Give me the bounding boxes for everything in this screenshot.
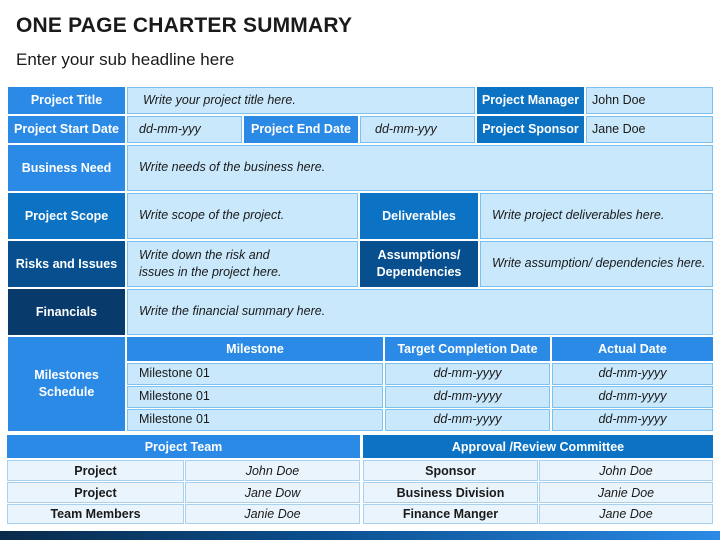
milestone-column-header: Milestone <box>127 337 383 361</box>
milestones-schedule-label <box>8 337 125 431</box>
milestone-row-1-name[interactable]: Milestone 01 <box>127 363 383 385</box>
milestone-row-1-target[interactable]: dd-mm-yyyy <box>385 363 550 385</box>
project-sponsor-value[interactable]: Jane Doe <box>586 116 713 143</box>
risks-issues-label: Risks and Issues <box>8 241 125 287</box>
start-date-value[interactable]: dd-mm-yyy <box>127 116 242 143</box>
committee-row-2-role: Business Division <box>363 482 538 503</box>
deliverables-label: Deliverables <box>360 193 478 239</box>
end-date-value[interactable]: dd-mm-yyy <box>360 116 475 143</box>
project-team-header: Project Team <box>7 435 360 458</box>
milestone-row-2-actual[interactable]: dd-mm-yyyy <box>552 386 713 408</box>
committee-header: Approval /Review Committee <box>363 435 713 458</box>
page-subtitle: Enter your sub headline here <box>16 50 235 69</box>
start-date-label: Project Start Date <box>8 116 125 143</box>
team-row-3-role: Team Members <box>7 504 184 524</box>
milestones-label-line-2: Schedule <box>38 385 95 399</box>
financials-label: Financials <box>8 289 125 335</box>
team-row-3-name[interactable]: Janie Doe <box>185 504 360 524</box>
target-date-column-header: Target Completion Date <box>385 337 550 361</box>
project-manager-value[interactable]: John Doe <box>586 87 713 114</box>
assumptions-value[interactable]: Write assumption/ dependencies here. <box>480 241 713 287</box>
milestone-row-3-target[interactable]: dd-mm-yyyy <box>385 409 550 431</box>
committee-row-2-name[interactable]: Janie Doe <box>539 482 713 503</box>
committee-row-3-name[interactable]: Jane Doe <box>539 504 713 524</box>
team-row-1-role: Project <box>7 460 184 481</box>
milestones-label-line-1: Milestones <box>34 368 99 383</box>
project-scope-value[interactable]: Write scope of the project. <box>127 193 358 239</box>
committee-row-3-role: Finance Manger <box>363 504 538 524</box>
business-need-label: Business Need <box>8 145 125 191</box>
team-row-1-name[interactable]: John Doe <box>185 460 360 481</box>
project-title-label: Project Title <box>8 87 125 114</box>
risks-issues-line-2: issues in the project here. <box>139 265 282 279</box>
assumptions-label-line-1: Assumptions/ <box>377 248 461 263</box>
footer-gradient-bar <box>0 531 720 540</box>
end-date-label: Project End Date <box>244 116 358 143</box>
committee-row-1-name[interactable]: John Doe <box>539 460 713 481</box>
committee-row-1-role: Sponsor <box>363 460 538 481</box>
risks-issues-line-1: Write down the risk and <box>139 247 270 262</box>
financials-value[interactable]: Write the financial summary here. <box>127 289 713 335</box>
milestone-row-1-actual[interactable]: dd-mm-yyyy <box>552 363 713 385</box>
business-need-value[interactable]: Write needs of the business here. <box>127 145 713 191</box>
page-title: ONE PAGE CHARTER SUMMARY <box>16 14 353 37</box>
project-sponsor-label: Project Sponsor <box>477 116 584 143</box>
milestone-row-2-name[interactable]: Milestone 01 <box>127 386 383 408</box>
assumptions-label <box>360 241 478 287</box>
team-row-2-role: Project <box>7 482 184 503</box>
project-scope-label: Project Scope <box>8 193 125 239</box>
assumptions-label-line-2: Dependencies <box>376 265 462 279</box>
project-title-value[interactable]: Write your project title here. <box>127 87 475 114</box>
milestone-row-3-actual[interactable]: dd-mm-yyyy <box>552 409 713 431</box>
risks-issues-value[interactable] <box>127 241 358 287</box>
project-manager-label: Project Manager <box>477 87 584 114</box>
actual-date-column-header: Actual Date <box>552 337 713 361</box>
team-row-2-name[interactable]: Jane Dow <box>185 482 360 503</box>
deliverables-value[interactable]: Write project deliverables here. <box>480 193 713 239</box>
milestone-row-2-target[interactable]: dd-mm-yyyy <box>385 386 550 408</box>
milestone-row-3-name[interactable]: Milestone 01 <box>127 409 383 431</box>
